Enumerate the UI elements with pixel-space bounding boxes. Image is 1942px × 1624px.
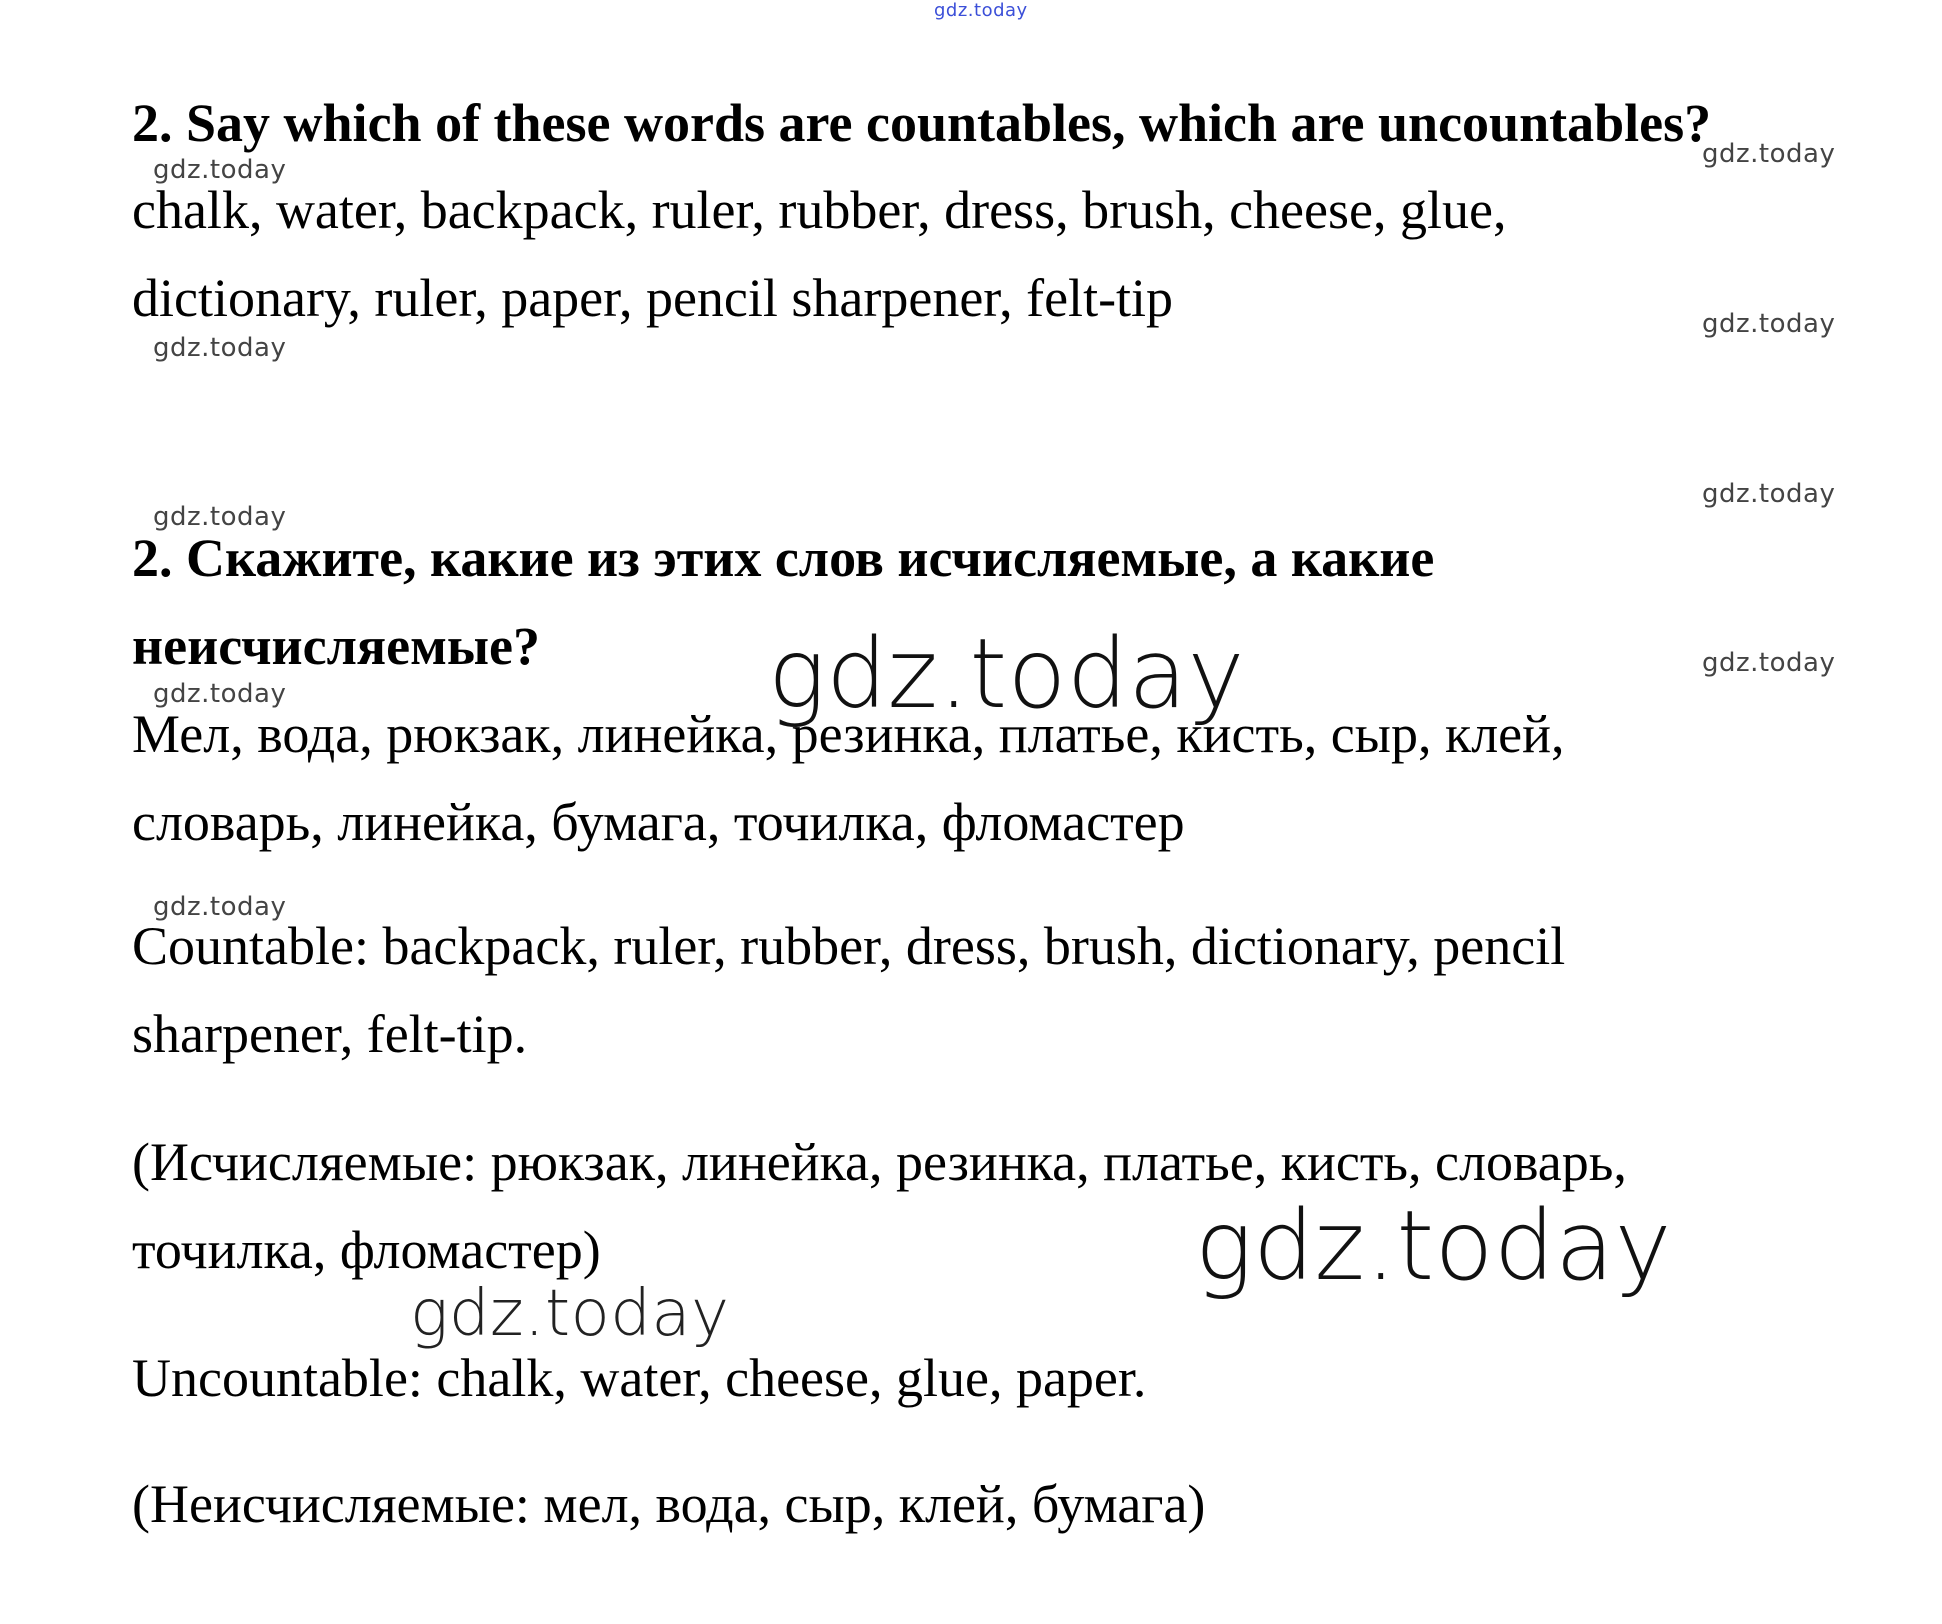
watermark-top: gdz.today [934,0,1028,21]
answer-countable-ru-line-2: точилка, фломастер) [132,1220,601,1280]
watermark-right-1: gdz.today [1702,139,1836,169]
task-heading-ru-line-1: 2. Скажите, какие из этих слов исчисляемые, а какие [132,528,1435,588]
word-list-en [132,166,1506,342]
answer-uncountable-ru-line: (Неисчисляемые: мел, вода, сыр, клей, бумага) [132,1474,1206,1534]
word-list-ru-line-2: словарь, линейка, бумага, точилка, фломастер [132,792,1185,852]
watermark-left-5: gdz.today [153,892,287,922]
watermark-right-3: gdz.today [1702,479,1836,509]
watermark-mid-1: gdz.today [410,1277,730,1351]
task-heading-en: 2. Say which of these words are countables, which are uncountables? [132,93,1712,153]
word-list-en-line-2: dictionary, ruler, paper, pencil sharpener, felt-tip [132,268,1174,328]
watermark-left-3: gdz.today [153,502,287,532]
watermark-large-1: gdz.today [768,618,1245,730]
task-heading-ru-line-2: неисчисляемые? [132,616,541,676]
watermark-large-2: gdz.today [1195,1190,1672,1302]
watermark-left-2: gdz.today [153,333,287,363]
answer-countable-ru-line-1: (Исчисляемые: рюкзак, линейка, резинка, платье, кисть, словарь, [132,1132,1627,1192]
word-list-ru-line-1: Мел, вода, рюкзак, линейка, резинка, платье, кисть, сыр, клей, [132,704,1565,764]
answer-countable-line-1: Countable: backpack, ruler, rubber, dress, brush, dictionary, pencil [132,916,1566,976]
answer-uncountable-ru [132,1460,1205,1548]
answer-countable-line-2: sharpener, felt-tip. [132,1004,528,1064]
answer-countable [132,902,1565,1078]
watermark-left-1: gdz.today [153,155,287,185]
word-list-en-line-1: chalk, water, backpack, ruler, rubber, dress, brush, cheese, glue, [132,180,1507,240]
answer-uncountable-line: Uncountable: chalk, water, cheese, glue, paper. [132,1348,1147,1408]
watermark-right-2: gdz.today [1702,309,1836,339]
watermark-left-4: gdz.today [153,679,287,709]
watermark-right-4: gdz.today [1702,648,1836,678]
